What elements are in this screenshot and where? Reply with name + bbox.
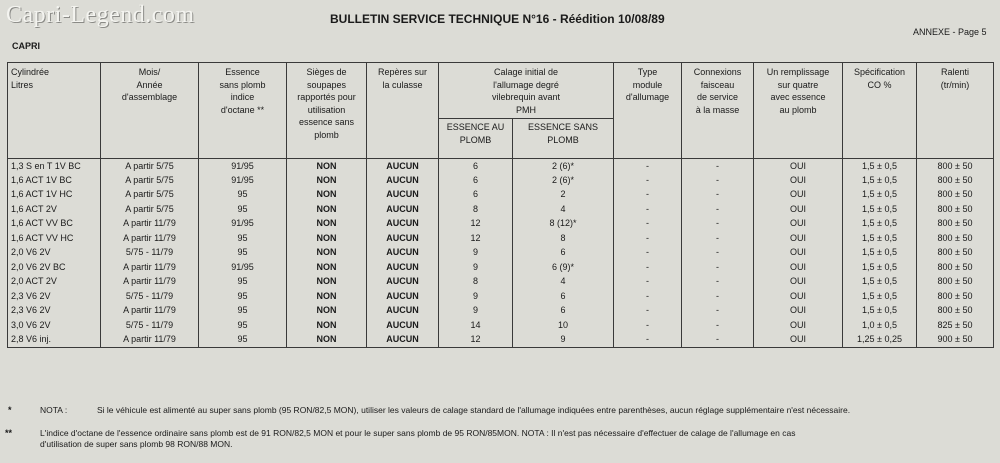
cell-reperes: AUCUN — [367, 275, 439, 290]
cell-ralenti: 800 ± 50 — [917, 159, 994, 174]
cell-sieges: NON — [287, 318, 367, 333]
cell-octane: 91/95 — [199, 159, 287, 174]
cell-type-module: - — [614, 173, 682, 188]
cell-reperes: AUCUN — [367, 159, 439, 174]
cell-type-module: - — [614, 304, 682, 319]
cell-octane: 95 — [199, 318, 287, 333]
cell-calage-plomb: 9 — [439, 289, 513, 304]
cell-connexions: - — [682, 246, 754, 261]
cell-calage-plomb: 12 — [439, 217, 513, 232]
cell-calage-plomb: 9 — [439, 260, 513, 275]
cell-co: 1,5 ± 0,5 — [843, 202, 917, 217]
cell-sieges: NON — [287, 275, 367, 290]
header-cylindree: Cylindrée Litres — [8, 63, 101, 159]
cell-co: 1,5 ± 0,5 — [843, 275, 917, 290]
cell-remplissage: OUI — [754, 260, 843, 275]
cell-octane: 95 — [199, 304, 287, 319]
cell-cylindree: 2,3 V6 2V — [8, 289, 101, 304]
cell-type-module: - — [614, 217, 682, 232]
cell-mois-annee: A partir 11/79 — [101, 275, 199, 290]
table-row — [8, 246, 994, 261]
cell-calage-plomb: 12 — [439, 333, 513, 348]
cell-ralenti: 800 ± 50 — [917, 217, 994, 232]
cell-reperes: AUCUN — [367, 304, 439, 319]
cell-ralenti: 800 ± 50 — [917, 231, 994, 246]
cell-remplissage: OUI — [754, 217, 843, 232]
cell-octane: 95 — [199, 333, 287, 348]
cell-type-module: - — [614, 202, 682, 217]
header-ralenti: Ralenti (tr/min) — [917, 63, 994, 159]
cell-calage-sans-plomb: 2 — [513, 188, 614, 203]
cell-mois-annee: 5/75 - 11/79 — [101, 289, 199, 304]
cell-type-module: - — [614, 289, 682, 304]
header-sieges-soupapes: Sièges de soupapes rapportés pour utilisation essence sans plomb — [287, 63, 367, 159]
note-2-line-1: L'indice d'octane de l'essence ordinaire sans plomb est de 91 RON/82,5 MON et pour le super sans plomb de 95 RON/85MON. NOTA : Il n'est pas nécessaire d'effectuer de calage de l'allumage en cas — [40, 428, 796, 438]
header-type-module: Type module d'allumage — [614, 63, 682, 159]
model-label: CAPRI — [12, 41, 41, 51]
cell-ralenti: 800 ± 50 — [917, 289, 994, 304]
cell-cylindree: 2,3 V6 2V — [8, 304, 101, 319]
cell-calage-plomb: 9 — [439, 304, 513, 319]
cell-reperes: AUCUN — [367, 231, 439, 246]
table-row — [8, 231, 994, 246]
cell-cylindree: 2,0 ACT 2V — [8, 275, 101, 290]
cell-sieges: NON — [287, 289, 367, 304]
note-2-text — [40, 428, 995, 450]
cell-sieges: NON — [287, 202, 367, 217]
cell-calage-plomb: 6 — [439, 188, 513, 203]
cell-calage-sans-plomb: 6 — [513, 246, 614, 261]
cell-sieges: NON — [287, 333, 367, 348]
table-row — [8, 173, 994, 188]
cell-ralenti: 800 ± 50 — [917, 275, 994, 290]
cell-remplissage: OUI — [754, 289, 843, 304]
cell-connexions: - — [682, 304, 754, 319]
cell-calage-plomb: 14 — [439, 318, 513, 333]
cell-sieges: NON — [287, 188, 367, 203]
bulletin-title: BULLETIN SERVICE TECHNIQUE N°16 - Réédition 10/08/89 — [330, 12, 665, 26]
cell-co: 1,5 ± 0,5 — [843, 260, 917, 275]
cell-mois-annee: A partir 11/79 — [101, 260, 199, 275]
cell-reperes: AUCUN — [367, 217, 439, 232]
specification-table — [7, 62, 994, 348]
cell-co: 1,5 ± 0,5 — [843, 231, 917, 246]
header-reperes-culasse: Repères sur la culasse — [367, 63, 439, 159]
cell-cylindree: 1,6 ACT 1V BC — [8, 173, 101, 188]
cell-ralenti: 800 ± 50 — [917, 173, 994, 188]
cell-connexions: - — [682, 202, 754, 217]
cell-calage-plomb: 8 — [439, 275, 513, 290]
cell-type-module: - — [614, 159, 682, 174]
cell-ralenti: 800 ± 50 — [917, 260, 994, 275]
cell-reperes: AUCUN — [367, 202, 439, 217]
cell-type-module: - — [614, 188, 682, 203]
cell-cylindree: 1,6 ACT VV HC — [8, 231, 101, 246]
header-essence-sans-plomb: ESSENCE SANS PLOMB — [513, 119, 614, 159]
table-row — [8, 217, 994, 232]
watermark-logo: Capri-Legend.com — [6, 2, 195, 28]
cell-co: 1,5 ± 0,5 — [843, 246, 917, 261]
cell-mois-annee: A partir 11/79 — [101, 333, 199, 348]
cell-sieges: NON — [287, 159, 367, 174]
cell-calage-plomb: 6 — [439, 159, 513, 174]
cell-reperes: AUCUN — [367, 289, 439, 304]
cell-type-module: - — [614, 318, 682, 333]
cell-mois-annee: A partir 11/79 — [101, 217, 199, 232]
cell-type-module: - — [614, 246, 682, 261]
cell-calage-plomb: 8 — [439, 202, 513, 217]
cell-type-module: - — [614, 231, 682, 246]
cell-connexions: - — [682, 260, 754, 275]
cell-mois-annee: 5/75 - 11/79 — [101, 318, 199, 333]
table-row — [8, 260, 994, 275]
cell-cylindree: 1,6 ACT VV BC — [8, 217, 101, 232]
cell-octane: 95 — [199, 289, 287, 304]
header-specification-co: Spécification CO % — [843, 63, 917, 159]
cell-connexions: - — [682, 318, 754, 333]
cell-reperes: AUCUN — [367, 318, 439, 333]
cell-mois-annee: A partir 11/79 — [101, 304, 199, 319]
cell-reperes: AUCUN — [367, 260, 439, 275]
cell-mois-annee: 5/75 - 11/79 — [101, 246, 199, 261]
header-essence-au-plomb: ESSENCE AU PLOMB — [439, 119, 513, 159]
cell-calage-sans-plomb: 2 (6)* — [513, 159, 614, 174]
cell-remplissage: OUI — [754, 173, 843, 188]
cell-octane: 91/95 — [199, 260, 287, 275]
cell-cylindree: 2,0 V6 2V BC — [8, 260, 101, 275]
cell-remplissage: OUI — [754, 333, 843, 348]
cell-type-module: - — [614, 275, 682, 290]
cell-remplissage: OUI — [754, 275, 843, 290]
cell-calage-sans-plomb: 9 — [513, 333, 614, 348]
cell-octane: 95 — [199, 202, 287, 217]
cell-ralenti: 800 ± 50 — [917, 202, 994, 217]
note-double-star-mark: ** — [5, 428, 13, 438]
cell-reperes: AUCUN — [367, 246, 439, 261]
cell-remplissage: OUI — [754, 318, 843, 333]
cell-remplissage: OUI — [754, 188, 843, 203]
cell-remplissage: OUI — [754, 159, 843, 174]
cell-co: 1,5 ± 0,5 — [843, 304, 917, 319]
cell-mois-annee: A partir 5/75 — [101, 159, 199, 174]
cell-remplissage: OUI — [754, 246, 843, 261]
table-row — [8, 304, 994, 319]
cell-remplissage: OUI — [754, 304, 843, 319]
cell-calage-sans-plomb: 4 — [513, 275, 614, 290]
cell-ralenti: 800 ± 50 — [917, 304, 994, 319]
header-essence-octane: Essence sans plomb indice d'octane ** — [199, 63, 287, 159]
header-calage-initial: Calage initial de l'allumage degré vilebrequin avant PMH — [439, 63, 614, 119]
cell-ralenti: 800 ± 50 — [917, 188, 994, 203]
cell-calage-sans-plomb: 10 — [513, 318, 614, 333]
cell-cylindree: 2,8 V6 inj. — [8, 333, 101, 348]
cell-octane: 95 — [199, 246, 287, 261]
cell-octane: 91/95 — [199, 173, 287, 188]
cell-sieges: NON — [287, 231, 367, 246]
cell-calage-sans-plomb: 8 (12)* — [513, 217, 614, 232]
table-row — [8, 188, 994, 203]
cell-connexions: - — [682, 173, 754, 188]
cell-co: 1,5 ± 0,5 — [843, 173, 917, 188]
cell-ralenti: 900 ± 50 — [917, 333, 994, 348]
cell-reperes: AUCUN — [367, 173, 439, 188]
cell-calage-sans-plomb: 8 — [513, 231, 614, 246]
cell-co: 1,5 ± 0,5 — [843, 159, 917, 174]
cell-connexions: - — [682, 188, 754, 203]
cell-connexions: - — [682, 333, 754, 348]
cell-calage-sans-plomb: 6 (9)* — [513, 260, 614, 275]
cell-co: 1,0 ± 0,5 — [843, 318, 917, 333]
header-mois-annee: Mois/ Année d'assemblage — [101, 63, 199, 159]
cell-calage-sans-plomb: 2 (6)* — [513, 173, 614, 188]
cell-calage-sans-plomb: 4 — [513, 202, 614, 217]
note-1-text: Si le véhicule est alimenté au super sans plomb (95 RON/82,5 MON), utiliser les valeurs de calage standard de l'allumage indiquées entre parenthèses, aucun réglage supplémentaire n'est nécessaire. — [97, 405, 851, 415]
cell-co: 1,5 ± 0,5 — [843, 289, 917, 304]
cell-octane: 95 — [199, 231, 287, 246]
cell-type-module: - — [614, 260, 682, 275]
cell-cylindree: 1,3 S en T 1V BC — [8, 159, 101, 174]
cell-remplissage: OUI — [754, 202, 843, 217]
cell-mois-annee: A partir 5/75 — [101, 173, 199, 188]
cell-connexions: - — [682, 231, 754, 246]
table-row — [8, 275, 994, 290]
cell-cylindree: 2,0 V6 2V — [8, 246, 101, 261]
cell-mois-annee: A partir 5/75 — [101, 188, 199, 203]
table-row — [8, 202, 994, 217]
cell-reperes: AUCUN — [367, 188, 439, 203]
cell-sieges: NON — [287, 217, 367, 232]
cell-octane: 91/95 — [199, 217, 287, 232]
cell-co: 1,25 ± 0,25 — [843, 333, 917, 348]
cell-reperes: AUCUN — [367, 333, 439, 348]
table-row — [8, 333, 994, 348]
cell-ralenti: 825 ± 50 — [917, 318, 994, 333]
cell-octane: 95 — [199, 275, 287, 290]
cell-connexions: - — [682, 217, 754, 232]
cell-cylindree: 3,0 V6 2V — [8, 318, 101, 333]
cell-octane: 95 — [199, 188, 287, 203]
cell-calage-sans-plomb: 6 — [513, 304, 614, 319]
cell-mois-annee: A partir 11/79 — [101, 231, 199, 246]
cell-calage-plomb: 6 — [439, 173, 513, 188]
cell-calage-plomb: 12 — [439, 231, 513, 246]
cell-sieges: NON — [287, 304, 367, 319]
cell-calage-sans-plomb: 6 — [513, 289, 614, 304]
cell-remplissage: OUI — [754, 231, 843, 246]
cell-connexions: - — [682, 159, 754, 174]
cell-cylindree: 1,6 ACT 1V HC — [8, 188, 101, 203]
cell-sieges: NON — [287, 173, 367, 188]
table-row — [8, 159, 994, 174]
cell-connexions: - — [682, 289, 754, 304]
cell-calage-plomb: 9 — [439, 246, 513, 261]
note-star-mark: * — [8, 405, 12, 415]
table-row — [8, 318, 994, 333]
note-2-line-2: d'utilisation de super sans plomb 98 RON/88 MON. — [40, 439, 233, 449]
header-remplissage: Un remplissage sur quatre avec essence au plomb — [754, 63, 843, 159]
cell-co: 1,5 ± 0,5 — [843, 188, 917, 203]
cell-co: 1,5 ± 0,5 — [843, 217, 917, 232]
header-connexions: Connexions faisceau de service à la masse — [682, 63, 754, 159]
cell-type-module: - — [614, 333, 682, 348]
cell-cylindree: 1,6 ACT 2V — [8, 202, 101, 217]
cell-sieges: NON — [287, 260, 367, 275]
note-1-label: NOTA : — [40, 405, 68, 415]
table-row — [8, 289, 994, 304]
cell-mois-annee: A partir 5/75 — [101, 202, 199, 217]
annexe-page-label: ANNEXE - Page 5 — [913, 27, 987, 37]
cell-connexions: - — [682, 275, 754, 290]
cell-sieges: NON — [287, 246, 367, 261]
cell-ralenti: 800 ± 50 — [917, 246, 994, 261]
